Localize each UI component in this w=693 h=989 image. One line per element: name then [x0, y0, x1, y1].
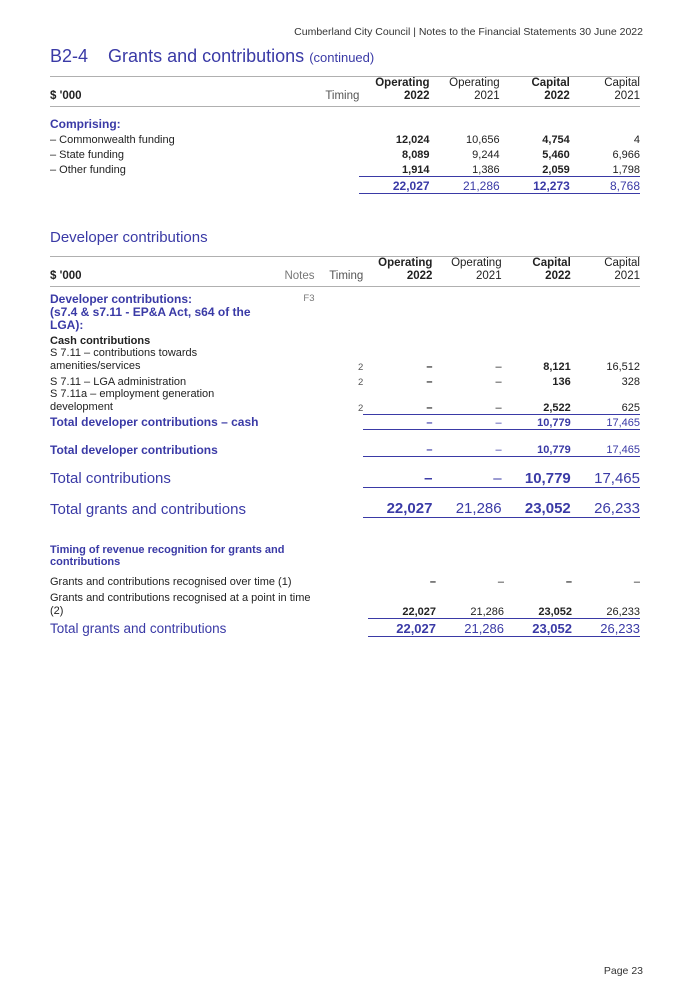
- notes-header: Notes: [284, 270, 315, 282]
- total-contributions-row: Total contributions – – 10,779 17,465: [50, 467, 640, 487]
- section-title: [50, 46, 374, 67]
- timing-table: [50, 544, 640, 637]
- timing-total-row: Total grants and contributions 22,027 21,286 23,052 26,233: [50, 618, 640, 636]
- group-heading: Developer contributions: (s7.4 & s7.11 - EP&A Act, s64 of the LGA): F3: [50, 292, 315, 332]
- table-row: S 7.11a – employment generation development 2 – – 2,522 625: [50, 388, 640, 414]
- table-row: – Commonwealth funding 12,024 10,656 4,754 4: [50, 134, 640, 146]
- table-row: Grants and contributions recognised over time (1) – – – –: [50, 576, 640, 588]
- grants-table: [50, 76, 640, 194]
- developer-table: [50, 256, 640, 518]
- table-row: S 7.11 – LGA administration 2 – – 136 328: [50, 376, 640, 388]
- page-number: Page 23: [603, 965, 643, 977]
- timing-heading: Timing of revenue recognition for grants and contributions: [50, 544, 285, 568]
- comprising-heading: Comprising:: [50, 117, 121, 131]
- col-cap-2022: Capital 2022: [531, 77, 570, 102]
- total-row: 22,027 21,286 12,273 8,768: [50, 176, 640, 193]
- table-header: [50, 77, 640, 107]
- col-op-2021: Operating 2021: [449, 77, 500, 102]
- page-header: Cumberland City Council | Notes to the Financial Statements 30 June 2022: [294, 26, 643, 38]
- timing-header: Timing: [325, 90, 360, 102]
- unit-label: $ '000: [50, 90, 82, 102]
- section-continued: (continued): [309, 50, 375, 65]
- developer-heading: Developer contributions: [50, 229, 208, 246]
- cash-heading: Cash contributions: [50, 335, 151, 347]
- total-grants-contributions-row: Total grants and contributions 22,027 21,286 23,052 26,233: [50, 498, 640, 518]
- col-op-2022: Operating 2022: [375, 77, 430, 102]
- col-cap-2021: Capital 2021: [604, 77, 640, 102]
- total-cash-row: Total developer contributions – cash – – 10,779 17,465: [50, 415, 640, 429]
- section-code: B2-4: [50, 46, 89, 66]
- total-developer-row: Total developer contributions – – 10,779 17,465: [50, 442, 640, 457]
- table-row: – Other funding 1,914 1,386 2,059 1,798: [50, 161, 640, 176]
- table-row: Grants and contributions recognised at a point in time (2) 22,027 21,286 23,052 26,233: [50, 588, 640, 618]
- section-name: Grants and contributions: [108, 46, 305, 66]
- table-header: $ '000 Notes Timing Operating 2022 Operating 2021 Capital 2022 Capital 2021: [50, 257, 640, 287]
- table-row: – State funding 8,089 9,244 5,460 6,966: [50, 149, 640, 161]
- table-row: S 7.11 – contributions towards amenities/services 2 – – 8,121 16,512: [50, 347, 640, 373]
